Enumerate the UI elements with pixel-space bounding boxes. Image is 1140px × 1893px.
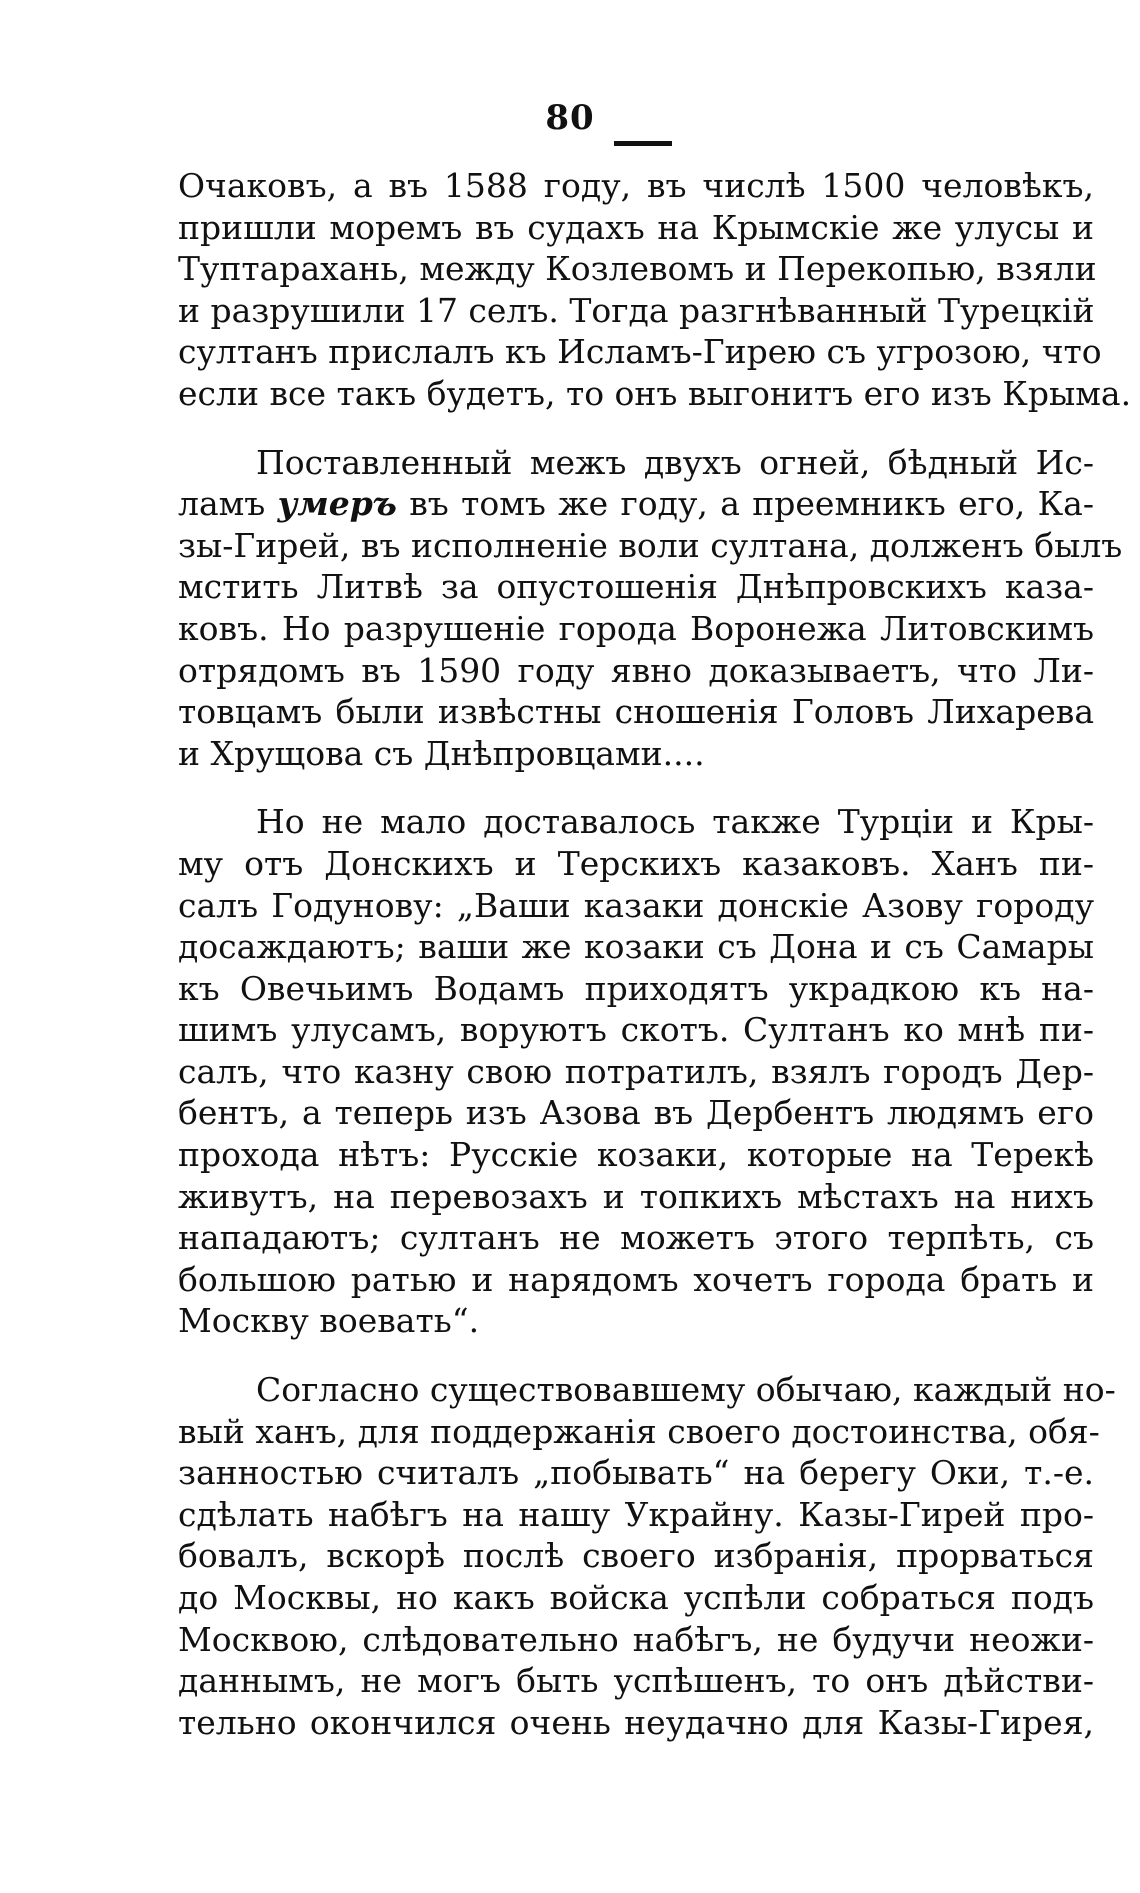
- paragraph: [178, 165, 1132, 415]
- text-line: бовалъ, вскорѣ послѣ своего избранiя, прорваться: [178, 1536, 1094, 1576]
- text-line: отрядомъ въ 1590 году явно доказываетъ, что Ли-: [178, 650, 1094, 690]
- text-line: салъ, что казну свою потратилъ, взялъ городъ Дер-: [178, 1051, 1094, 1091]
- text-line: Москву воевать“.: [178, 1301, 480, 1341]
- text-line: живутъ, на перевозахъ и топкихъ мѣстахъ на нихъ: [178, 1176, 1094, 1216]
- text-line: тельно окончился очень неудачно для Казы-Гирея,: [178, 1702, 1094, 1742]
- text-line: даннымъ, не могъ быть успѣшенъ, то онъ дѣйстви-: [178, 1661, 1094, 1701]
- text-line: Туптарахань, между Козлевомъ и Перекопью, взяли: [178, 249, 1097, 289]
- text-line: нападаютъ; султанъ не можетъ этого терпѣть, съ: [178, 1218, 1094, 1258]
- text-line: пришли моремъ въ судахъ на Крымскiе же улусы и: [178, 207, 1094, 247]
- emphasized-word: умеръ: [277, 484, 397, 524]
- text-line: ковъ. Но разрушенiе города Воронежа Литовскимъ: [178, 608, 1094, 648]
- text-line: мстить Литвѣ за опустошенiя Днѣпровскихъ каза-: [178, 567, 1094, 607]
- text-line: и Хрущова съ Днѣпровцами....: [178, 733, 705, 773]
- text-line: Поставленный межъ двухъ огней, бѣдный Ис-: [256, 442, 1094, 482]
- text-line: ламъ умеръ въ томъ же году, а преемникъ его, Ка-: [178, 484, 1094, 524]
- text-line: если все такъ будетъ, то онъ выгонитъ его изъ Крыма.: [178, 373, 1132, 413]
- page-number: 80: [545, 98, 595, 138]
- text-line: занностью считалъ „побывать“ на берегу Оки, т.-е.: [178, 1453, 1094, 1493]
- text-line: товцамъ были извѣстны сношенiя Головъ Лихарева: [178, 692, 1094, 732]
- text-line: до Москвы, но какъ войска успѣли собраться подъ: [178, 1578, 1094, 1617]
- text-line: Москвою, слѣдовательно набѣгъ, не будучи неожи-: [178, 1619, 1094, 1659]
- text-line: сдѣлать набѣгъ на нашу Украйну. Казы-Гирей про-: [178, 1494, 1094, 1534]
- text-line: прохода нѣтъ: Русскiе козаки, которые на Терекѣ: [178, 1135, 1094, 1175]
- text-line: Согласно существовавшему обычаю, каждый но-: [256, 1370, 1116, 1410]
- text-line: къ Овечьимъ Водамъ приходятъ украдкою къ на-: [178, 968, 1094, 1008]
- paragraph: [178, 442, 1123, 775]
- text-line: вый ханъ, для поддержанiя своего достоинства, обя-: [178, 1411, 1100, 1451]
- text-line: Очаковъ, а въ 1588 году, въ числѣ 1500 человѣкъ,: [178, 166, 1094, 205]
- text-line: досаждаютъ; ваши же козаки съ Дона и съ Самары: [178, 927, 1094, 967]
- body-text: [178, 165, 1132, 1743]
- paragraph: [178, 801, 1094, 1342]
- paragraph: [178, 1369, 1116, 1743]
- text-line: и разрушили 17 селъ. Тогда разгнѣванный Турецкiй: [178, 290, 1095, 330]
- text-line: большою ратью и нарядомъ хочетъ города брать и: [178, 1259, 1094, 1299]
- text-line: зы-Гирей, въ исполненiе воли султана, долженъ былъ: [178, 525, 1123, 565]
- text-line: Но не мало доставалось также Турцiи и Кры-: [256, 802, 1094, 842]
- text-line: бентъ, а теперь изъ Азова въ Дербентъ людямъ его: [178, 1093, 1094, 1133]
- text-line: салъ Годунову: „Ваши казаки донскiе Азову городу: [178, 885, 1094, 925]
- text-line: султанъ прислалъ къ Исламъ-Гирею съ угрозою, что: [178, 332, 1102, 372]
- text-line: шимъ улусамъ, воруютъ скотъ. Султанъ ко мнѣ пи-: [178, 1010, 1094, 1050]
- text-line: му отъ Донскихъ и Терскихъ казаковъ. Ханъ пи-: [178, 843, 1094, 883]
- page-number-rule: [614, 141, 672, 146]
